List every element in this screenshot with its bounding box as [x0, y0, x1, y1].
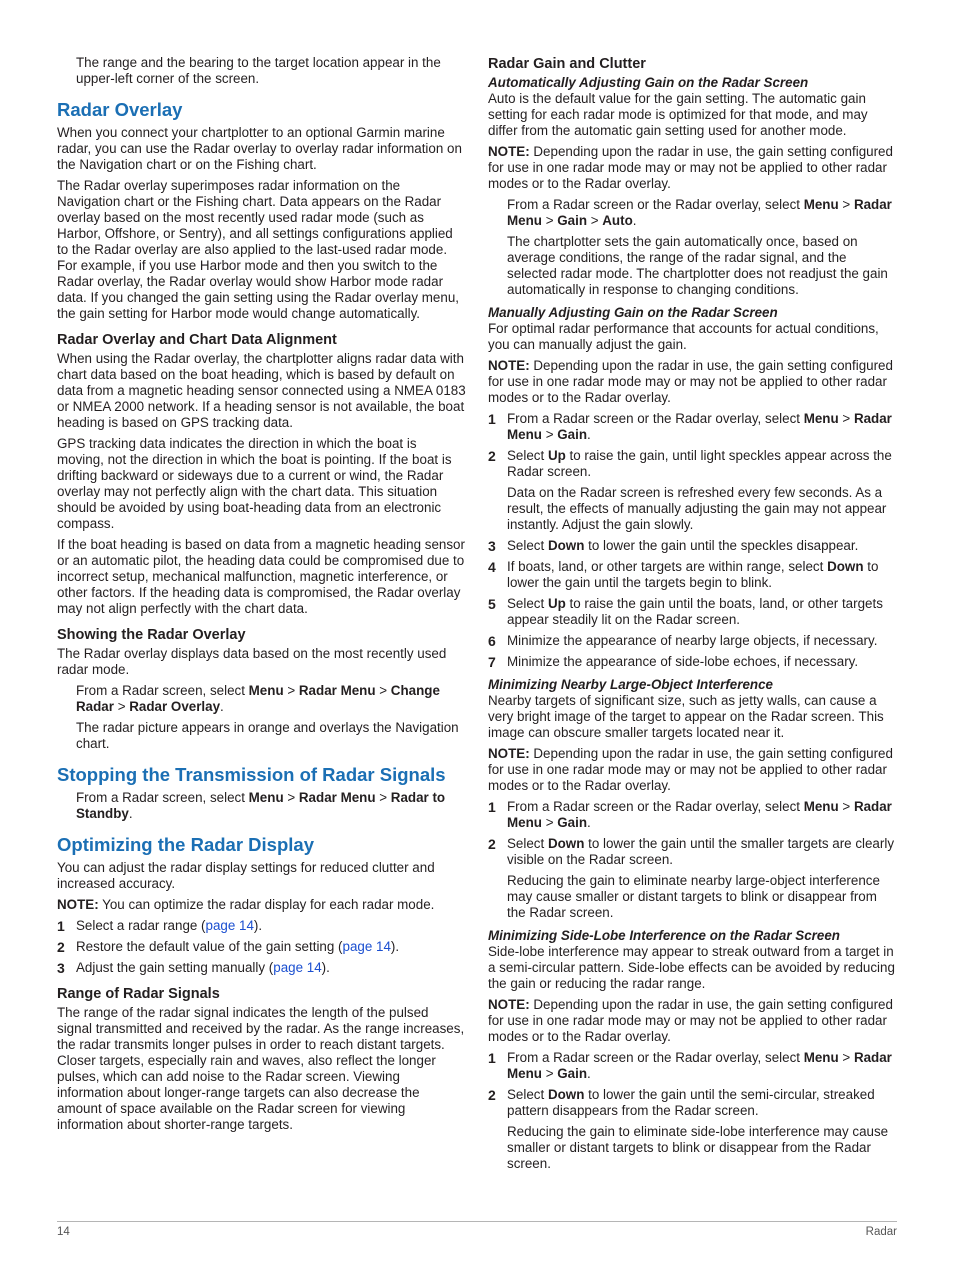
paragraph: The range of the radar signal indicates the length of the pulsed signal transmitted and received by the radar. As the range increases, the radar transmits longer pulses in order to reach distant targets. Closer targets, especially rain and waves, also reflect the longer pulses, which can add noise to the Radar screen. Viewing information about longer-range targets can also decrease the amount of space available on the Radar screen for viewing information about shorter-range targets. — [57, 1005, 465, 1132]
list-item: 2 Select Up to raise the gain, until light speckles appear across the Radar screen. — [488, 448, 892, 479]
list-item: 4 If boats, land, or other targets are within range, select Down to lower the gain until the targets begin to blink. — [488, 559, 879, 590]
heading-alignment: Radar Overlay and Chart Data Alignment — [57, 332, 337, 348]
paragraph: For optimal radar performance that accounts for actual conditions, you can manually adjust the gain. — [488, 321, 879, 352]
note: NOTE: Depending upon the radar in use, the gain setting configured for use in one radar mode may or may not be applied to other radar modes or to the Radar overlay. — [488, 358, 893, 405]
note: NOTE: You can optimize the radar display for each radar mode. — [57, 897, 435, 912]
paragraph: Nearby targets of significant size, such as jetty walls, can cause a very bright image of the target to appear on the Radar screen. This image can obscure smaller targets located near it. — [488, 693, 884, 740]
instruction: From a Radar screen, select Menu > Radar Menu > Radar to Standby. — [76, 790, 446, 821]
paragraph: The radar picture appears in orange and overlays the Navigation chart. — [76, 720, 459, 751]
list-item: 6 Minimize the appearance of nearby large objects, if necessary. — [488, 633, 878, 649]
intro-paragraph: The range and the bearing to the target location appear in the upper-left corner of the screen. — [76, 55, 441, 86]
list-item: 2 Select Down to lower the gain until the smaller targets are clearly visible on the Radar screen. — [488, 836, 895, 867]
heading-showing-overlay: Showing the Radar Overlay — [57, 627, 246, 643]
list-item: 1 From a Radar screen or the Radar overlay, select Menu > Radar Menu > Gain. — [488, 1050, 892, 1081]
paragraph: When using the Radar overlay, the chartplotter aligns radar data with chart data based on the boat heading, which is based by default on data from a magnetic heading sensor connected using a NMEA 0183 or NMEA 2000 network. If a heading sensor is not available, the boat heading is based on GPS tracking data. — [57, 351, 466, 430]
footer-divider — [57, 1221, 897, 1222]
paragraph: The Radar overlay superimposes radar information on the Navigation chart or the Fishing chart. Data appears on the Radar overlay based on the most recently used radar mode (such as Harbor, Offshore, or Sentry), and all settings configurations applied to the Radar overlay are also applied to the last-used radar mode. For example, if you use Harbor mode and then you switch to the Radar overlay, the Radar overlay would show Harbor mode radar data. If you changed the gain setting using the Radar overlay menu, the gain setting for Harbor mode would change automatically. — [57, 178, 459, 321]
heading-auto-gain: Automatically Adjusting Gain on the Radar Screen — [488, 75, 809, 90]
paragraph: If the boat heading is based on data from a magnetic heading sensor or an automatic pilot, the heading data could be compromised due to incorrect setup, mechanical malfunction, magnetic interference, or other factors. If the heading data is compromised, the Radar overlay may not align perfectly with the chart data. — [57, 537, 465, 616]
list-item: 3 Adjust the gain setting manually (page 14). — [57, 960, 330, 976]
page-link[interactable]: page 14 — [342, 939, 391, 954]
right-column — [488, 55, 898, 1177]
list-item: 1 From a Radar screen or the Radar overlay, select Menu > Radar Menu > Gain. — [488, 411, 892, 442]
heading-gain-clutter: Radar Gain and Clutter — [488, 56, 646, 72]
page-link[interactable]: page 14 — [273, 960, 322, 975]
note: NOTE: Depending upon the radar in use, the gain setting configured for use in one radar mode may or may not be applied to other radar modes or to the Radar overlay. — [488, 746, 893, 793]
heading-large-object: Minimizing Nearby Large-Object Interference — [488, 677, 773, 692]
paragraph: Data on the Radar screen is refreshed every few seconds. As a result, the effects of manually adjusting the gain may not appear instantly. Adjust the gain slowly. — [507, 485, 887, 532]
list-item: 7 Minimize the appearance of side-lobe echoes, if necessary. — [488, 654, 859, 670]
left-column — [57, 55, 467, 1138]
footer-section: Radar — [865, 1226, 897, 1238]
list-item: 5 Select Up to raise the gain until the boats, land, or other targets appear steadily lit on the Radar screen. — [488, 596, 883, 627]
paragraph: You can adjust the radar display settings for reduced clutter and increased accuracy. — [57, 860, 435, 891]
heading-radar-overlay: Radar Overlay — [57, 99, 183, 120]
paragraph: Reducing the gain to eliminate nearby large-object interference may cause smaller or distant targets to blink or disappear from the Radar screen. — [507, 873, 880, 920]
heading-side-lobe: Minimizing Side-Lobe Interference on the Radar Screen — [488, 928, 840, 943]
instruction: From a Radar screen or the Radar overlay, select Menu > Radar Menu > Gain > Auto. — [507, 197, 892, 228]
heading-range: Range of Radar Signals — [57, 986, 220, 1002]
paragraph: Reducing the gain to eliminate side-lobe interference may cause smaller or distant targets to blink or disappear from the Radar screen. — [507, 1124, 889, 1171]
note: NOTE: Depending upon the radar in use, the gain setting configured for use in one radar mode may or may not be applied to other radar modes or to the Radar overlay. — [488, 997, 893, 1044]
page-number: 14 — [57, 1226, 70, 1238]
paragraph: GPS tracking data indicates the direction in which the boat is moving, not the direction in which the boat is pointing. If the boat is drifting backward or sideways due to a current or wind, the Radar overlay may not perfectly align with the chart data. This situation should be avoided by using boat-heading data from an electronic compass. — [57, 436, 452, 531]
paragraph: When you connect your chartplotter to an optional Garmin marine radar, you can use the Radar overlay to overlay radar information on the Navigation chart or on the Fishing chart. — [57, 125, 462, 172]
list-item: 1 Select a radar range (page 14). — [57, 918, 263, 934]
paragraph: The Radar overlay displays data based on the most recently used radar mode. — [57, 646, 447, 677]
paragraph: The chartplotter sets the gain automatically once, based on average conditions, the range of the radar signal, and the selected radar mode. The chartplotter does not readjust the gain automatically in response to changing conditions. — [507, 234, 888, 297]
heading-optimizing-display: Optimizing the Radar Display — [57, 834, 314, 855]
paragraph: Auto is the default value for the gain setting. The automatic gain setting for each radar mode is optimized for that mode, and may differ from the automatic gain setting used for another mode. — [488, 91, 868, 138]
list-item: 1 From a Radar screen or the Radar overlay, select Menu > Radar Menu > Gain. — [488, 799, 892, 830]
heading-stopping-transmission: Stopping the Transmission of Radar Signals — [57, 764, 446, 785]
page-link[interactable]: page 14 — [205, 918, 254, 933]
heading-manual-gain: Manually Adjusting Gain on the Radar Screen — [488, 305, 778, 320]
list-item: 2 Select Down to lower the gain until the semi-circular, streaked pattern disappears from the Radar screen. — [488, 1087, 875, 1118]
note: NOTE: Depending upon the radar in use, the gain setting configured for use in one radar mode may or may not be applied to other radar modes or to the Radar overlay. — [488, 144, 893, 191]
list-item: 2 Restore the default value of the gain setting (page 14). — [57, 939, 400, 955]
list-item: 3 Select Down to lower the gain until the speckles disappear. — [488, 538, 859, 554]
instruction: From a Radar screen, select Menu > Radar Menu > Change Radar > Radar Overlay. — [76, 683, 440, 714]
paragraph: Side-lobe interference may appear to streak outward from a target in a semi-circular pattern. Side-lobe effects can be avoided by reducing the gain or reducing the radar range. — [488, 944, 895, 991]
